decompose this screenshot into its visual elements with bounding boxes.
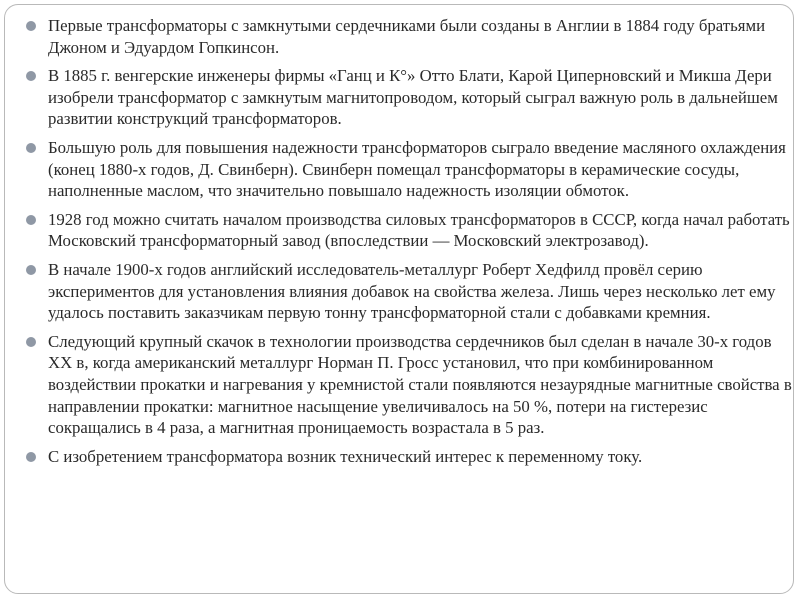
bullet-dot-icon (26, 265, 36, 275)
bullet-dot-icon (26, 143, 36, 153)
bullet-text: Большую роль для повышения надежности трансформаторов сыграло введение масляного охлаждения (конец 1880-х годов, Д. Свинберн). Свинберн помещал трансформаторы в керамические сосуды, наполненные маслом, что значительно повышало надежность изоляции обмоток. (48, 137, 786, 201)
bullet-dot-icon (26, 71, 36, 81)
bullet-dot-icon (26, 337, 36, 347)
bullet-text: С изобретением трансформатора возник технический интерес к переменному току. (48, 446, 643, 466)
bullet-item-4 (25, 209, 795, 252)
bullet-item-2 (25, 65, 795, 130)
bullet-dot-icon (26, 21, 36, 31)
bullet-item-3 (25, 137, 795, 202)
bullet-item-7 (25, 446, 795, 468)
bullet-text: В 1885 г. венгерские инженеры фирмы «Ганц и К°» Отто Блати, Карой Циперновский и Микша Дери изобрели трансформатор с замкнутым магнитопроводом, который сыграл важную роль в дальнейшем развитии конструкций трансформаторов. (48, 66, 778, 129)
bullet-text: В начале 1900-х годов английский исследователь-металлург Роберт Хедфилд провёл серию экспериментов для установления влияния добавок на свойства железа. Лишь через несколько лет ему удалось поставить заказчикам первую тонну трансформаторной стали с добавками кремния. (48, 259, 776, 323)
bullet-text: 1928 год можно считать началом производства силовых трансформаторов в СССР, когда начал работать Московский трансформаторный завод (впоследствии — Московский электрозавод). (48, 209, 790, 251)
bullet-dot-icon (26, 215, 36, 225)
bullet-text: Следующий крупный скачок в технологии производства сердечников был сделан в начале 30-х годов XX в, когда американский металлург Норман П. Гросс установил, что при комбинированном воздействии прокатки и нагревания у кремнистой стали появляются незаурядные магнитные свойства в направлении прокатки: магнитное насыщение увеличивалось на 50 %, потери на гистерезис сокращались в 4 раза, а магнитная проницаемость возрастала в 5 раз. (48, 331, 792, 438)
bullet-item-5 (25, 259, 795, 324)
bullet-item-6 (25, 331, 795, 439)
bullet-text: Первые трансформаторы с замкнутыми сердечниками были созданы в Англии в 1884 году братьями Джоном и Эдуардом Гопкинсон. (48, 16, 766, 57)
bullet-dot-icon (26, 452, 36, 462)
slide-frame (4, 4, 794, 594)
bullet-list (25, 15, 795, 474)
bullet-item-1 (25, 15, 795, 58)
